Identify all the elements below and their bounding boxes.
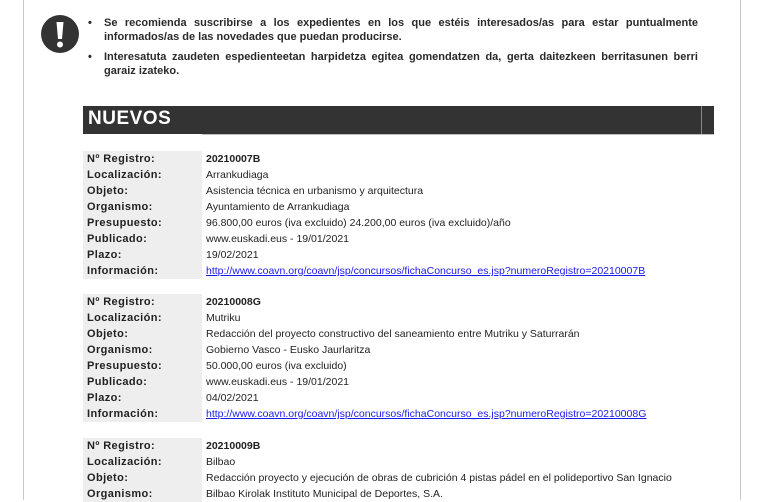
info-link[interactable]: http://www.coavn.org/coavn/jsp/concursos/fichaConcurso_es.jsp?numeroRegistro=20210008G	[206, 408, 647, 420]
label-organismo: Organismo:	[83, 486, 202, 502]
value-presupuesto: 96.800,00 euros (iva excluido) 24.200,00 euros (iva excluido)/año	[206, 217, 511, 229]
row-organismo	[83, 342, 703, 358]
value-publicado: www.euskadi.eus - 19/01/2021	[206, 376, 350, 388]
label-informacion: Información:	[83, 263, 202, 279]
label-localizacion: Localización:	[83, 454, 202, 470]
row-registro	[83, 151, 703, 167]
label-registro: Nº Registro:	[83, 151, 202, 167]
exclamation-icon	[41, 15, 79, 53]
row-objeto	[83, 326, 703, 342]
row-localizacion	[83, 310, 703, 326]
row-objeto	[83, 470, 703, 486]
label-publicado: Publicado:	[83, 374, 202, 390]
value-localizacion: Arrankudiaga	[206, 169, 269, 181]
label-organismo: Organismo:	[83, 342, 202, 358]
value-localizacion: Mutriku	[206, 312, 241, 324]
row-registro	[83, 294, 703, 310]
value-organismo: Bilbao Kirolak Instituto Municipal de Deportes, S.A.	[206, 488, 443, 500]
label-registro: Nº Registro:	[83, 294, 202, 310]
info-link[interactable]: http://www.coavn.org/coavn/jsp/concursos/fichaConcurso_es.jsp?numeroRegistro=20210007B	[206, 265, 646, 277]
label-objeto: Objeto:	[83, 183, 202, 199]
label-objeto: Objeto:	[83, 326, 202, 342]
value-registro: 20210008G	[206, 296, 261, 308]
label-presupuesto: Presupuesto:	[83, 215, 202, 231]
value-organismo: Gobierno Vasco - Eusko Jaurlaritza	[206, 344, 371, 356]
label-publicado: Publicado:	[83, 231, 202, 247]
label-plazo: Plazo:	[83, 390, 202, 406]
label-registro: Nº Registro:	[83, 438, 202, 454]
row-localizacion	[83, 454, 703, 470]
value-informacion	[202, 263, 645, 279]
notice-item-es: • Se recomienda suscribirse a los expedientes en los que estéis interesados/as para estar puntualmente informados/as de las novedades que puedan producirse.	[88, 16, 698, 44]
section-title: NUEVOS	[88, 108, 172, 129]
value-objeto: Redacción del proyecto constructivo del saneamiento entre Mutriku y Saturrarán	[206, 328, 580, 340]
notice-item-eu: • Interesatuta zaudeten espedienteetan harpidetza egitea gomendatzen da, gerta daitezkeen berritasunen berri garaiz izateko.	[88, 50, 698, 78]
label-plazo: Plazo:	[83, 247, 202, 263]
value-registro: 20210009B	[206, 440, 261, 452]
row-informacion	[83, 406, 703, 422]
row-informacion	[83, 263, 703, 279]
tender-record	[83, 294, 703, 422]
section-underline	[202, 134, 714, 135]
value-localizacion: Bilbao	[206, 456, 236, 468]
section-header	[83, 106, 714, 134]
value-plazo: 04/02/2021	[206, 392, 259, 404]
value-informacion	[202, 406, 646, 422]
label-objeto: Objeto:	[83, 470, 202, 486]
value-plazo: 19/02/2021	[206, 249, 259, 261]
row-presupuesto	[83, 358, 703, 374]
row-publicado	[83, 374, 703, 390]
row-plazo	[83, 390, 703, 406]
tender-record	[83, 438, 703, 502]
notice-list	[88, 16, 698, 84]
tender-record	[83, 151, 703, 279]
row-organismo	[83, 199, 703, 215]
value-presupuesto: 50.000,00 euros (iva excluido)	[206, 360, 347, 372]
label-localizacion: Localización:	[83, 310, 202, 326]
row-plazo	[83, 247, 703, 263]
label-informacion: Información:	[83, 406, 202, 422]
value-organismo: Ayuntamiento de Arrankudiaga	[206, 201, 350, 213]
row-objeto	[83, 183, 703, 199]
row-localizacion	[83, 167, 703, 183]
row-publicado	[83, 231, 703, 247]
value-objeto: Asistencia técnica en urbanismo y arquitectura	[206, 185, 424, 197]
value-publicado: www.euskadi.eus - 19/01/2021	[206, 233, 350, 245]
section-divider	[701, 106, 702, 134]
value-objeto: Redacción proyecto y ejecución de obras de cubrición 4 pistas pádel en el polideportivo San Ignacio	[206, 472, 672, 484]
value-registro: 20210007B	[206, 153, 261, 165]
label-localizacion: Localización:	[83, 167, 202, 183]
row-presupuesto	[83, 215, 703, 231]
label-organismo: Organismo:	[83, 199, 202, 215]
row-registro	[83, 438, 703, 454]
label-presupuesto: Presupuesto:	[83, 358, 202, 374]
